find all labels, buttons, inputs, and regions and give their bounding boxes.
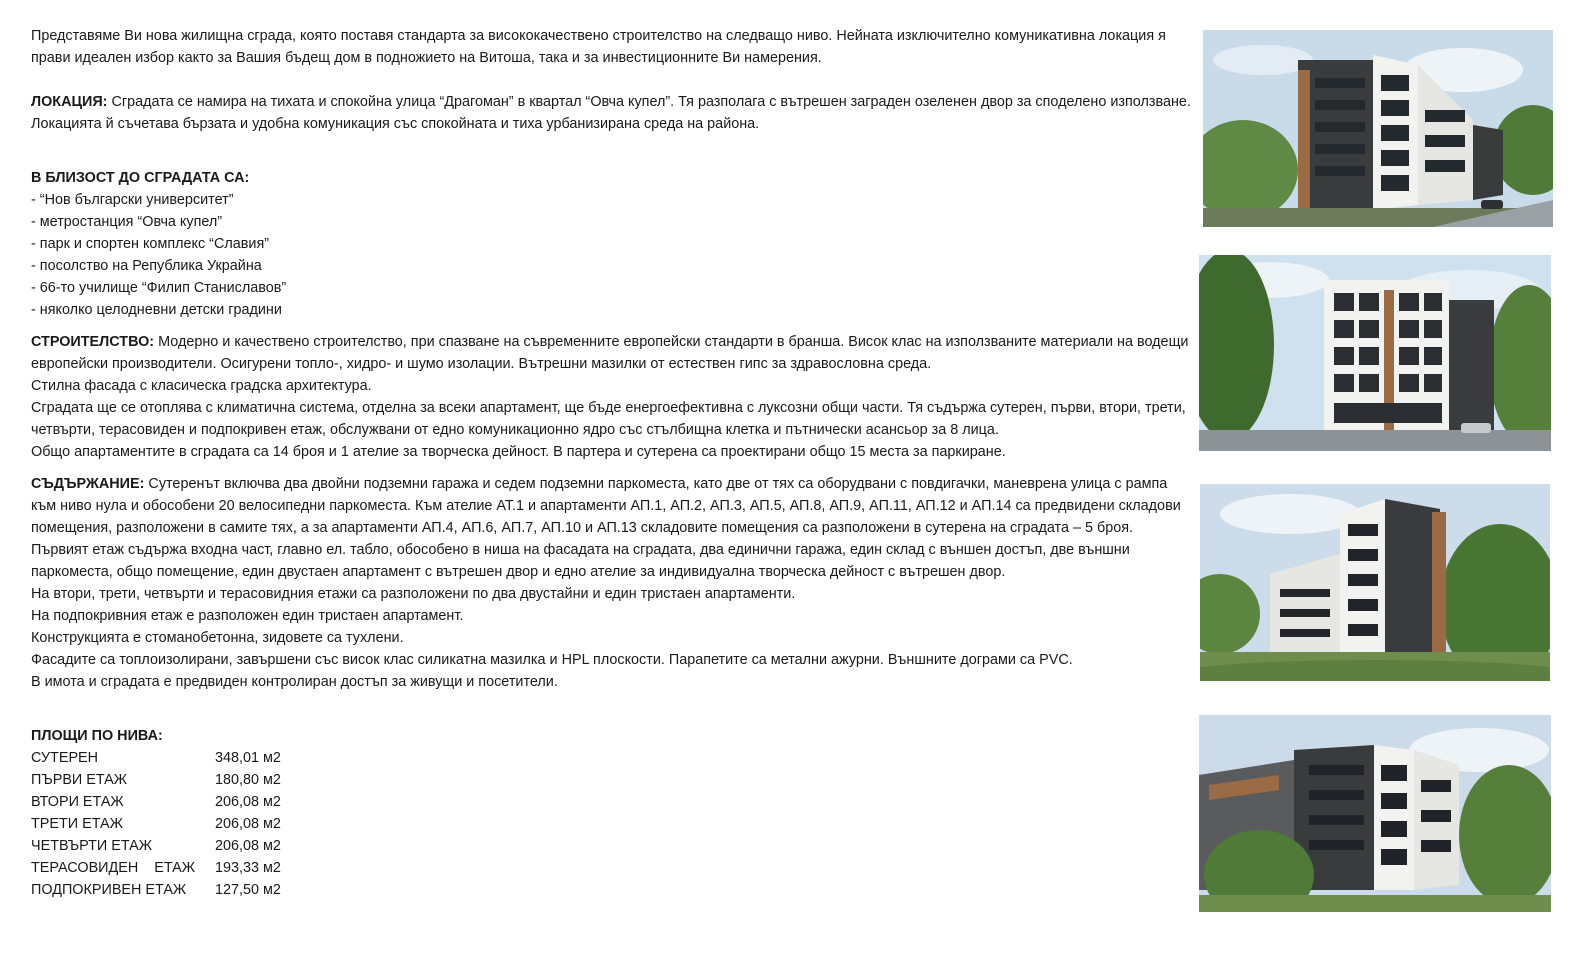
content-line: Конструкцията е стоманобетонна, зидовете са тухлени. xyxy=(31,630,404,646)
content-line: В имота и сградата е предвиден контролиран достъп за живущи и посетители. xyxy=(31,674,558,690)
building-rendering-2-art xyxy=(1199,255,1551,451)
area-value: 193,33 м2 xyxy=(215,860,281,876)
location-text: Сградата се намира на тихата и спокойна улица “Драгоман” в квартал “Овча купел”. Тя разполага с вътрешен заграден озеленен двор за споделено използване. Локацията й съчетава бързата и удобна комуникация със спокойната и тиха урбанизирана среда на района. xyxy=(31,94,1191,132)
content-line: Фасадите са топлоизолирани, завършени със висок клас силикатна мазилка и HPL плоскости. Парапетите са метални ажурни. Външните дограми са PVC. xyxy=(31,652,1073,668)
area-value: 206,08 м2 xyxy=(215,838,281,854)
area-value: 127,50 м2 xyxy=(215,882,281,898)
content-paragraph xyxy=(31,473,1191,539)
building-rendering-2 xyxy=(1199,255,1551,451)
content-label: СЪДЪРЖАНИЕ: xyxy=(31,476,145,492)
location-label: ЛОКАЦИЯ: xyxy=(31,94,108,110)
construction-line: Стилна фасада с класическа градска архитектура. xyxy=(31,378,372,394)
building-rendering-1 xyxy=(1203,30,1553,227)
building-rendering-4 xyxy=(1199,715,1551,912)
area-level: СУТЕРЕН xyxy=(31,750,99,766)
nearby-item: - парк и спортен комплекс “Славия” xyxy=(31,236,270,252)
nearby-heading: В БЛИЗОСТ ДО СГРАДАТА СА: xyxy=(31,170,250,186)
area-level: ЧЕТВЪРТИ ЕТАЖ xyxy=(31,838,153,854)
construction-text: Модерно и качествено строителство, при спазване на съвременните европейски стандарти в бранша. Висок клас на използваните материали на водещи европейски производители. Осигурени топло-, хидро- и шумо изолации. Вътрешни мазилки от естествен гипс за здравословна среда. xyxy=(31,334,1189,372)
area-value: 348,01 м2 xyxy=(215,750,281,766)
area-row xyxy=(31,747,1191,769)
description-column xyxy=(31,25,1191,901)
area-value: 180,80 м2 xyxy=(215,772,281,788)
nearby-item: - “Нов български университет” xyxy=(31,192,234,208)
area-level: ТЕРАСОВИДЕН ЕТАЖ xyxy=(31,860,196,876)
area-row xyxy=(31,813,1191,835)
building-rendering-3-art xyxy=(1200,484,1550,681)
intro-paragraph: Представяме Ви нова жилищна сграда, която поставя стандарта за висококачествено строителство на следващо ниво. Нейната изключително комуникативна локация я прави идеален избор както за Вашия бъдещ дом в подножието на Витоша, така и за инвестиционните Ви намерения. xyxy=(31,28,1166,66)
content-line: На втори, трети, четвърти и терасовидния етажи са разположени по два двустайни и един тристаен апартаменти. xyxy=(31,586,796,602)
location-paragraph xyxy=(31,91,1191,135)
building-rendering-1-art xyxy=(1203,30,1553,227)
nearby-list xyxy=(31,189,1191,321)
content-text: Сутеренът включва два двойни подземни гаража и седем подземни паркоместа, като две от тях са оборудвани с повдигачки, маневрена улица с рампа към ниво нула и обособени 20 велосипедни паркоместа. Към ателие АТ.1 и апартаменти АП.1, АП.2, АП.3, АП.5, АП.8, АП.9, АП.11, АП.12 и АП.14 са предвидени складови помещения, разположени в самите тях, а за апартаменти АП.4, АП.6, АП.7, АП.10 и АП.13 складовите помещения са разположени в сутерена на сградата – 5 броя. xyxy=(31,476,1181,536)
construction-label: СТРОИТЕЛСТВО: xyxy=(31,334,155,350)
area-row xyxy=(31,791,1191,813)
areas-heading: ПЛОЩИ ПО НИВА: xyxy=(31,728,163,744)
construction-paragraph xyxy=(31,331,1191,375)
area-value: 206,08 м2 xyxy=(215,794,281,810)
content-line: Първият етаж съдържа входна част, главно ел. табло, обособено в ниша на фасадата на сградата, два единични гаража, един склад с външен достъп, две външни паркоместа, общо помещение, един двустаен апартамент с вътрешен двор и едно ателие за индивидуална творческа дейност с вътрешен двор. xyxy=(31,542,1130,580)
area-row xyxy=(31,769,1191,791)
area-row xyxy=(31,879,1191,901)
area-level: ПЪРВИ ЕТАЖ xyxy=(31,772,128,788)
area-row xyxy=(31,857,1191,879)
construction-line: Сградата ще се отоплява с климатична система, отделна за всеки апартамент, ще бъде енергоефективна с луксозни общи части. Тя съдържа сутерен, първи, втори, трети, четвърти, терасовиден и подпокривен етаж, обслужвани от едно комуникационно ядро със стълбищна клетка и пътнически асансьор за 8 лица. xyxy=(31,400,1186,438)
area-level: ВТОРИ ЕТАЖ xyxy=(31,794,124,810)
area-level: ТРЕТИ ЕТАЖ xyxy=(31,816,123,832)
areas-table xyxy=(31,747,1191,901)
content-line: На подпокривния етаж е разположен един тристаен апартамент. xyxy=(31,608,464,624)
nearby-item: - метростанция “Овча купел” xyxy=(31,214,223,230)
nearby-item: - 66-то училище “Филип Станиславов” xyxy=(31,280,287,296)
construction-line: Общо апартаментите в сградата са 14 броя и 1 ателие за творческа дейност. В партера и сутерена са проектирани общо 15 места за паркиране. xyxy=(31,444,1006,460)
nearby-item: - няколко целодневни детски градини xyxy=(31,302,282,318)
area-row xyxy=(31,835,1191,857)
building-rendering-4-art xyxy=(1199,715,1551,912)
area-value: 206,08 м2 xyxy=(215,816,281,832)
nearby-item: - посолство на Република Украйна xyxy=(31,258,262,274)
building-rendering-3 xyxy=(1200,484,1550,681)
area-level: ПОДПОКРИВЕН ЕТАЖ xyxy=(31,882,187,898)
